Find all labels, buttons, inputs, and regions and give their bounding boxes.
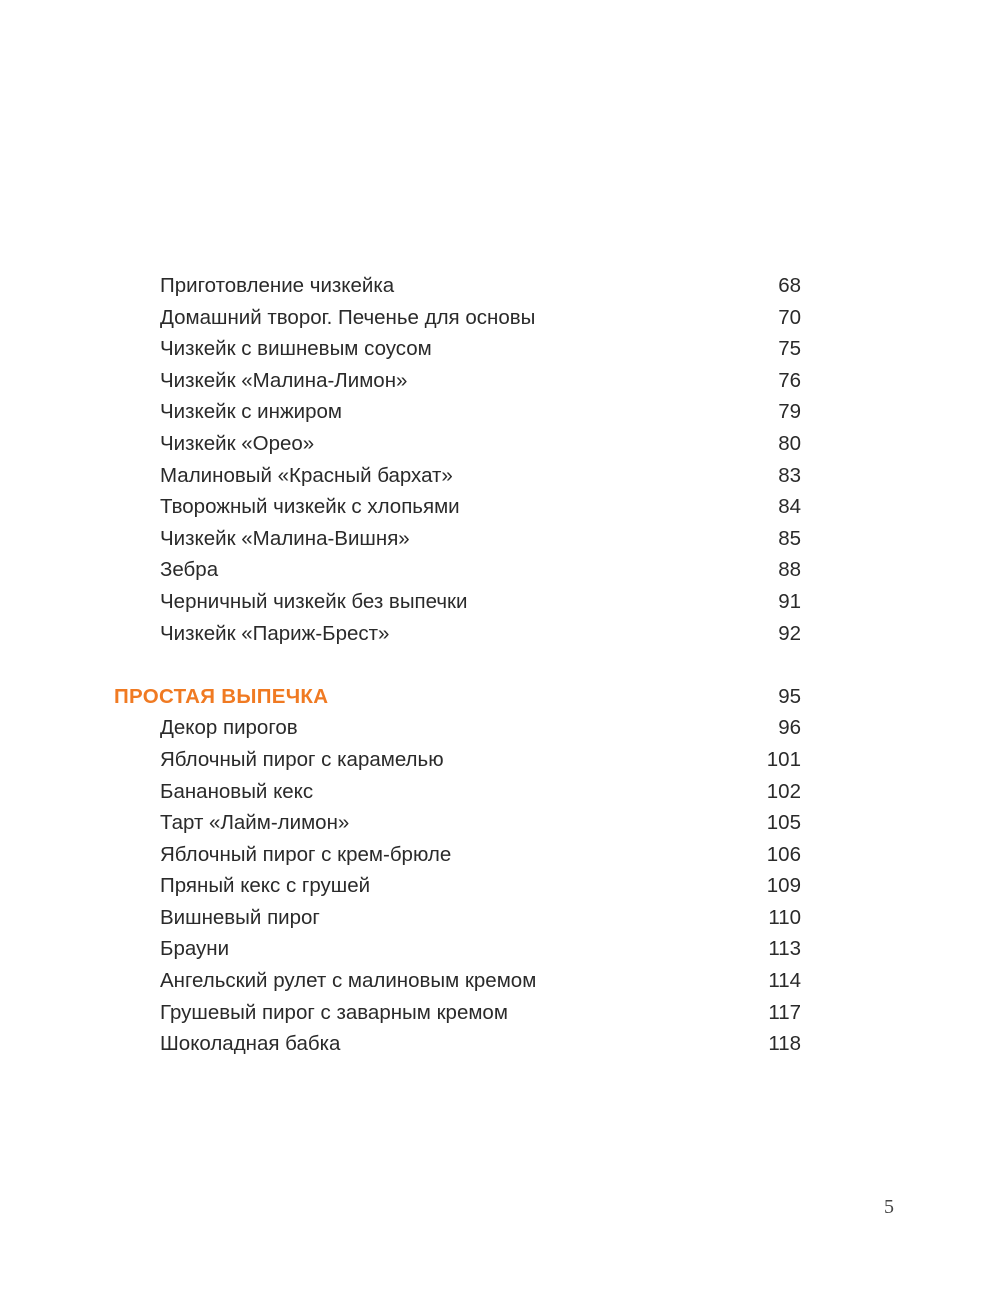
toc-entry-title: Зебра (160, 558, 219, 582)
toc-entry-page: 109 (766, 874, 801, 898)
toc-entry-page: 105 (766, 811, 801, 835)
toc-entry-page: 91 (778, 589, 801, 613)
toc-entry-page: 102 (766, 779, 801, 803)
toc-group-simple-baking (0, 712, 1000, 1060)
toc-entry-title: Вишневый пирог (160, 905, 320, 929)
toc-entry (0, 491, 1000, 523)
toc-entry-title: Малиновый «Красный бархат» (160, 463, 453, 487)
table-of-contents (0, 270, 1000, 1060)
toc-entry-title: Чизкейк «Париж-Брест» (160, 621, 390, 645)
toc-entry (0, 870, 1000, 902)
toc-entry-page: 117 (768, 1000, 801, 1024)
toc-entry (0, 839, 1000, 871)
toc-entry (0, 776, 1000, 808)
toc-entry (0, 428, 1000, 460)
section-spacer (0, 649, 1000, 681)
toc-entry-title: Декор пирогов (160, 716, 298, 740)
toc-entry-title: Домашний творог. Печенье для основы (160, 305, 536, 329)
toc-entry-title: Черничный чизкейк без выпечки (160, 589, 468, 613)
toc-entry-title: Приготовление чизкейка (160, 274, 395, 297)
toc-entry (0, 1028, 1000, 1060)
toc-entry-title: Яблочный пирог с карамелью (160, 747, 444, 771)
toc-entry (0, 302, 1000, 334)
toc-entry (0, 270, 1000, 302)
toc-entry-title: Пряный кекс с грушей (160, 874, 371, 898)
toc-entry-title: Яблочный пирог с крем-брюле (160, 842, 452, 866)
toc-entry-title: Чизкейк с вишневым соусом (160, 337, 432, 361)
toc-entry (0, 933, 1000, 965)
toc-entry (0, 618, 1000, 650)
toc-entry-title: Банановый кекс (160, 779, 314, 803)
toc-entry-page: 114 (768, 969, 801, 993)
toc-entry (0, 365, 1000, 397)
toc-entry-title: Тарт «Лайм-лимон» (160, 811, 350, 835)
section-page: 95 (778, 684, 801, 708)
toc-entry-page: 68 (778, 274, 801, 297)
toc-entry (0, 965, 1000, 997)
toc-section-heading (0, 681, 1000, 713)
toc-entry (0, 586, 1000, 618)
toc-entry (0, 902, 1000, 934)
toc-entry-page: 79 (778, 400, 801, 424)
toc-entry-title: Чизкейк «Малина-Лимон» (160, 368, 408, 392)
toc-entry (0, 333, 1000, 365)
toc-entry-page: 118 (768, 1032, 801, 1056)
toc-entry-page: 88 (778, 558, 801, 582)
toc-entry-title: Чизкейк «Малина-Вишня» (160, 526, 410, 550)
toc-entry (0, 523, 1000, 555)
toc-group-cheesecakes (0, 270, 1000, 649)
toc-entry (0, 554, 1000, 586)
toc-entry-title: Чизкейк «Орео» (160, 431, 315, 455)
toc-entry-page: 113 (768, 937, 801, 961)
toc-entry-page: 70 (778, 305, 801, 329)
toc-entry (0, 712, 1000, 744)
toc-entry-page: 106 (766, 842, 801, 866)
toc-entry-page: 85 (778, 526, 801, 550)
toc-entry (0, 997, 1000, 1029)
toc-entry-title: Брауни (160, 937, 230, 961)
toc-entry (0, 460, 1000, 492)
toc-entry (0, 396, 1000, 428)
toc-entry (0, 744, 1000, 776)
toc-entry-page: 84 (778, 495, 801, 519)
toc-entry-page: 80 (778, 431, 801, 455)
toc-entry-page: 75 (778, 337, 801, 361)
toc-entry-title: Ангельский рулет с малиновым кремом (160, 969, 537, 993)
toc-entry-title: Шоколадная бабка (160, 1032, 341, 1056)
toc-entry-page: 76 (778, 368, 801, 392)
page-number: 5 (884, 1196, 894, 1218)
toc-entry-page: 83 (778, 463, 801, 487)
toc-entry-title: Чизкейк с инжиром (160, 400, 343, 424)
toc-entry-page: 101 (766, 747, 801, 771)
toc-entry (0, 807, 1000, 839)
toc-entry-title: Грушевый пирог с заварным кремом (160, 1000, 508, 1024)
toc-entry-title: Творожный чизкейк с хлопьями (160, 495, 460, 519)
toc-entry-page: 110 (768, 905, 801, 929)
section-title: ПРОСТАЯ ВЫПЕЧКА (114, 684, 329, 708)
toc-entry-page: 96 (778, 716, 801, 740)
toc-entry-page: 92 (778, 621, 801, 645)
